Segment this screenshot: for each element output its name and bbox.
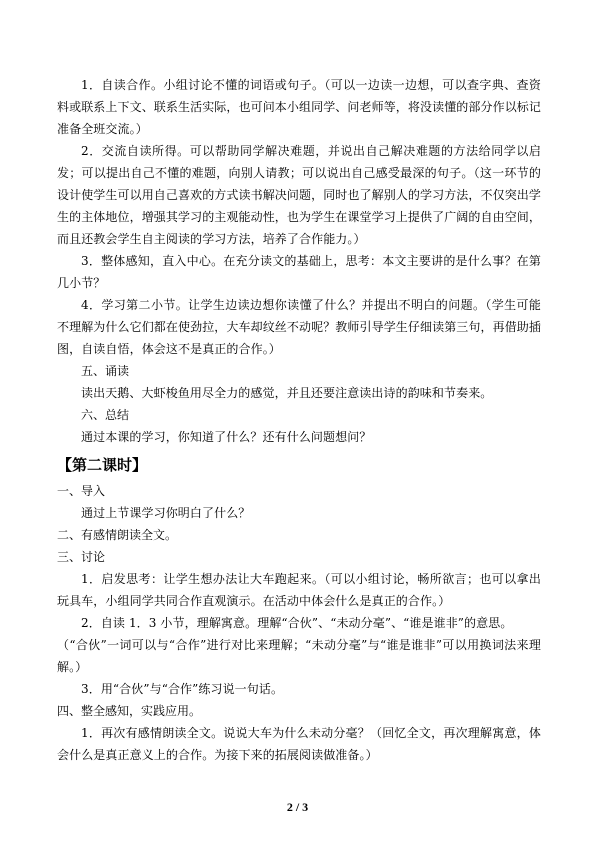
heading-read-aloud: 二、有感情朗读全文。	[57, 528, 178, 542]
heading-summary: 六、总结	[81, 408, 130, 422]
paragraph-inspire-thinking: 1．启发思考：让学生想办法让大车跑起来。（可以小组讨论，畅所欲言；也可以拿出玩具车，小组同学共同合作直观演示。在活动中体会什么是真正的合作。）	[57, 572, 541, 608]
page-number: 2 / 3	[286, 800, 309, 814]
paragraph-reread: 1．再次有感情朗读全文。说说大车为什么未动分毫？（回忆全文，再次理解寓意，体会什么是真正意义上的合作。为接下来的拓展阅读做准备。）	[57, 726, 541, 762]
heading-introduction: 一、导入	[57, 484, 106, 498]
paragraph-overall-perception: 3．整体感知，直入中心。在充分读文的基础上，思考：本文主要讲的是什么事？在第几小节？	[57, 254, 541, 290]
paragraph-understand-meaning-note: （“合伙”一词可以与“合作”进行对比来理解；“未动分毫”与“谁是谁非”可以用换词法来理解。）	[57, 638, 541, 674]
heading-discussion: 三、讨论	[57, 550, 106, 564]
heading-practice: 四、整全感知，实践应用。	[57, 704, 202, 718]
paragraph-sharing: 2．交流自读所得。可以帮助同学解决难题，并说出自己解决难题的方法给同学以启发；可以提出自己不懂的难题，向别人请教；可以说出自己感受最深的句子。（这一环节的设计使学生可以用自己喜欢的方式读书解决问题，同时也了解别人的学习方法，不仅突出学生的主体地位，增强其学习的主观能动性，也为学生在课堂学习上提供了广阔的自由空间，而且还教会学生自主阅读的学习方法，培养了合作能力。）	[57, 144, 542, 246]
lesson-title: 【第二课时】	[57, 456, 148, 474]
paragraph-summary: 通过本课的学习，你知道了什么？还有什么问题想问？	[81, 430, 372, 444]
heading-recitation: 五、诵读	[81, 364, 130, 378]
paragraph-understand-meaning: 2．自读 1．3 小节，理解寓意。理解“合伙”、“未动分毫”、“谁是谁非”的意思。	[81, 616, 513, 630]
paragraph-section-two: 4．学习第二小节。让学生边读边想你读懂了什么？并提出不明白的问题。（学生可能不理解为什么它们都在使劲拉，大车却纹丝不动呢？教师引导学生仔细读第三句，再借助插图，自读自悟，体会这不是真正的合作。）	[57, 298, 542, 356]
paragraph-introduction: 通过上节课学习你明白了什么？	[81, 506, 251, 520]
paragraph-recitation: 读出天鹅、大虾梭鱼用尽全力的感觉，并且还要注意读出诗的韵味和节奏来。	[81, 386, 493, 400]
paragraph-self-reading: 1．自读合作。小组讨论不懂的词语或句子。（可以一边读一边想，可以查字典、查资料或联系上下文、联系生活实际，也可问本小组同学、问老师等，将没读懂的部分作以标记准备全班交流。）	[57, 78, 542, 136]
paragraph-practice-sentence: 3．用“合伙”与“合作”练习说一句话。	[81, 682, 284, 696]
